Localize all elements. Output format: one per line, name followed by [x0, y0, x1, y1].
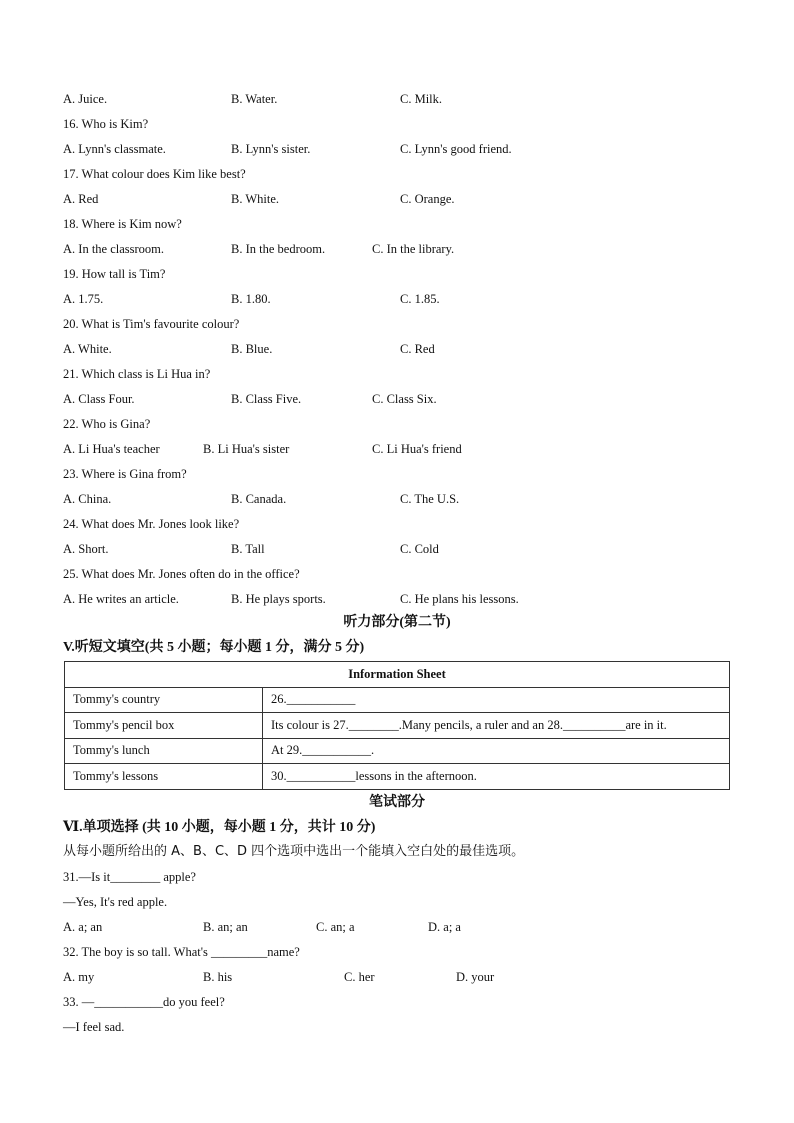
row-value-lunch: At 29.___________.: [263, 738, 730, 764]
question-18: 18. Where is Kim now?: [63, 217, 182, 231]
q25-option-b: B. He plays sports.: [231, 592, 326, 606]
question-31-answer-line: —Yes, It's red apple.: [63, 895, 168, 909]
row-key-country: Tommy's country: [65, 687, 263, 713]
q19-option-b: B. 1.80.: [231, 292, 271, 306]
q16-option-c: C. Lynn's good friend.: [400, 142, 512, 156]
question-21: 21. Which class is Li Hua in?: [63, 367, 211, 381]
q16-option-b: B. Lynn's sister.: [231, 142, 311, 156]
row-key-lessons: Tommy's lessons: [65, 764, 263, 790]
listening-part2-heading: 听力部分(第二节): [343, 615, 451, 630]
q21-option-b: B. Class Five.: [231, 392, 302, 406]
q32-option-b: B. his: [203, 970, 233, 984]
q21-option-c: C. Class Six.: [372, 392, 437, 406]
q25-option-c: C. He plans his lessons.: [400, 592, 519, 606]
q32-option-d: D. your: [456, 970, 495, 984]
question-16: 16. Who is Kim?: [63, 117, 149, 131]
q19-option-c: C. 1.85.: [400, 292, 440, 306]
q17-option-a: A. Red: [63, 192, 99, 206]
q22-option-c: C. Li Hua's friend: [372, 442, 462, 456]
row-value-country: 26.___________: [263, 687, 730, 713]
section6-instruction: 从每小题所给出的 A、B、C、D 四个选项中选出一个能填入空白处的最佳选项。: [63, 844, 525, 859]
row-value-lessons: 30.___________lessons in the afternoon.: [263, 764, 730, 790]
q18-option-a: A. In the classroom.: [63, 242, 165, 256]
row-value-pencil-box: Its colour is 27.________.Many pencils, a ruler and an 28.__________are in it.: [263, 713, 730, 739]
question-17: 17. What colour does Kim like best?: [63, 167, 246, 181]
section6-title: Ⅵ.单项选择 (共 10 小题，每小题 1 分，共计 10 分): [63, 820, 376, 835]
q17-option-c: C. Orange.: [400, 192, 455, 206]
section5-title: V.听短文填空(共 5 小题；每小题 1 分，满分 5 分): [63, 640, 365, 655]
table-header-row: [65, 662, 730, 688]
q18-option-b: B. In the bedroom.: [231, 242, 326, 256]
q15-option-b: B. Water.: [231, 92, 278, 106]
q23-option-c: C. The U.S.: [400, 492, 460, 506]
q18-option-c: C. In the library.: [372, 242, 455, 256]
question-32: 32. The boy is so tall. What's _________name?: [63, 945, 300, 959]
row-key-pencil-box: Tommy's pencil box: [65, 713, 263, 739]
question-23: 23. Where is Gina from?: [63, 467, 187, 481]
q32-option-a: A. my: [63, 970, 95, 984]
question-20: 20. What is Tim's favourite colour?: [63, 317, 240, 331]
table-row: [65, 738, 730, 764]
q20-option-c: C. Red: [400, 342, 435, 356]
q20-option-a: A. White.: [63, 342, 112, 356]
table-row: [65, 687, 730, 713]
question-33-answer-line: —I feel sad.: [63, 1020, 125, 1034]
q24-option-b: B. Tall: [231, 542, 265, 556]
q25-option-a: A. He writes an article.: [63, 592, 179, 606]
q31-option-a: A. a; an: [63, 920, 103, 934]
row-key-lunch: Tommy's lunch: [65, 738, 263, 764]
q15-option-c: C. Milk.: [400, 92, 443, 106]
q24-option-a: A. Short.: [63, 542, 109, 556]
q32-option-c: C. her: [344, 970, 375, 984]
q21-option-a: A. Class Four.: [63, 392, 135, 406]
q31-option-b: B. an; an: [203, 920, 248, 934]
q20-option-b: B. Blue.: [231, 342, 273, 356]
table-row: [65, 713, 730, 739]
q31-option-c: C. an; a: [316, 920, 355, 934]
information-sheet-table: [64, 661, 730, 790]
q16-option-a: A. Lynn's classmate.: [63, 142, 166, 156]
q17-option-b: B. White.: [231, 192, 280, 206]
q24-option-c: C. Cold: [400, 542, 439, 556]
question-31: 31.—Is it________ apple?: [63, 870, 196, 884]
question-25: 25. What does Mr. Jones often do in the office?: [63, 567, 300, 581]
q15-option-a: A. Juice.: [63, 92, 108, 106]
q22-option-a: A. Li Hua's teacher: [63, 442, 160, 456]
question-24: 24. What does Mr. Jones look like?: [63, 517, 240, 531]
question-19: 19. How tall is Tim?: [63, 267, 166, 281]
q22-option-b: B. Li Hua's sister: [203, 442, 290, 456]
written-heading: 笔试部分: [369, 795, 425, 810]
q23-option-a: A. China.: [63, 492, 112, 506]
info-sheet-title: Information Sheet: [65, 662, 730, 688]
question-33: 33. —___________do you feel?: [63, 995, 225, 1009]
q31-option-d: D. a; a: [428, 920, 461, 934]
question-22: 22. Who is Gina?: [63, 417, 151, 431]
table-row: [65, 764, 730, 790]
q19-option-a: A. 1.75.: [63, 292, 104, 306]
q23-option-b: B. Canada.: [231, 492, 287, 506]
